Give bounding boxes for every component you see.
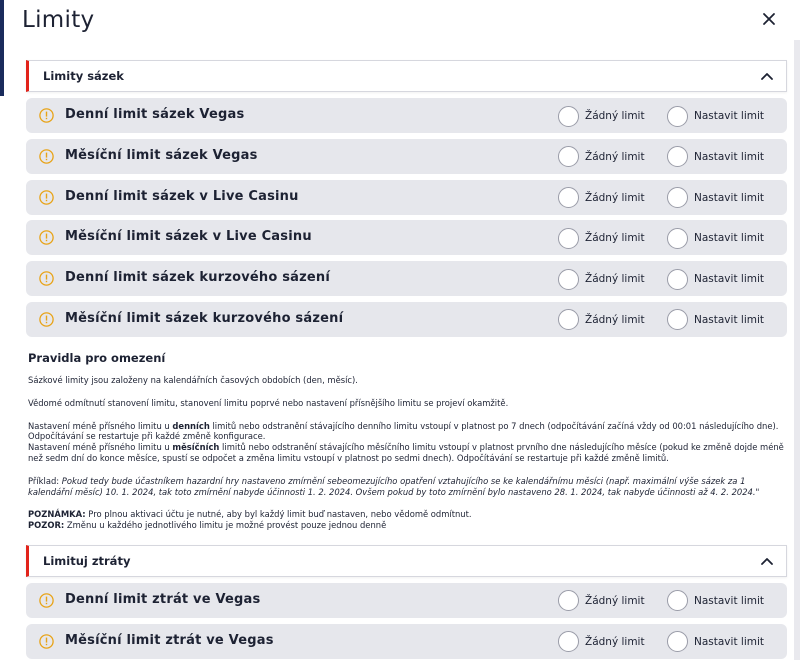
limit-row-label: Denní limit ztrát ve Vegas bbox=[65, 591, 261, 607]
no-limit-radio[interactable] bbox=[558, 309, 579, 330]
rules-paragraph-daily bbox=[26, 421, 787, 443]
set-limit-option[interactable] bbox=[667, 631, 764, 653]
rules-note bbox=[26, 509, 787, 520]
set-limit-option[interactable] bbox=[667, 227, 764, 249]
no-limit-radio[interactable] bbox=[558, 631, 579, 652]
no-limit-label: Žádný limit bbox=[585, 594, 645, 607]
set-limit-radio[interactable] bbox=[667, 309, 688, 330]
set-limit-label: Nastavit limit bbox=[694, 191, 764, 204]
no-limit-radio[interactable] bbox=[558, 228, 579, 249]
warning-circle-icon bbox=[39, 190, 54, 205]
no-limit-label: Žádný limit bbox=[585, 232, 645, 245]
section-header-stake-limits[interactable] bbox=[26, 60, 787, 92]
no-limit-option[interactable] bbox=[558, 631, 645, 653]
set-limit-option[interactable] bbox=[667, 590, 764, 612]
limit-row-monthly-vegas bbox=[26, 139, 787, 174]
dialog-header bbox=[22, 6, 780, 46]
limit-row-daily-vegas bbox=[26, 98, 787, 133]
no-limit-label: Žádný limit bbox=[585, 635, 645, 648]
no-limit-radio[interactable] bbox=[558, 590, 579, 611]
warning-label: POZOR: bbox=[28, 520, 65, 531]
set-limit-option[interactable] bbox=[667, 146, 764, 168]
dialog-title: Limity bbox=[22, 7, 95, 33]
limit-row-monthly-sports bbox=[26, 302, 787, 337]
set-limit-label: Nastavit limit bbox=[694, 110, 764, 122]
set-limit-label: Nastavit limit bbox=[694, 232, 764, 245]
warning-circle-icon bbox=[39, 593, 54, 608]
rules-emphasis: denních bbox=[172, 420, 210, 431]
limit-row-label: Měsíční limit sázek Vegas bbox=[65, 147, 258, 163]
set-limit-radio[interactable] bbox=[667, 187, 688, 208]
warning-text: Změnu u každého jednotlivého limitu je možné provést pouze jednou denně bbox=[64, 520, 387, 531]
warning-circle-icon bbox=[39, 312, 54, 327]
no-limit-radio[interactable] bbox=[558, 269, 579, 290]
set-limit-radio[interactable] bbox=[667, 631, 688, 652]
background-strip bbox=[0, 0, 4, 96]
no-limit-option[interactable] bbox=[558, 105, 645, 127]
no-limit-label: Žádný limit bbox=[585, 191, 645, 204]
loss-limit-rows bbox=[26, 583, 787, 659]
no-limit-option[interactable] bbox=[558, 227, 645, 249]
limit-row-label: Měsíční limit sázek kurzového sázení bbox=[65, 310, 344, 326]
warning-circle-icon bbox=[39, 271, 54, 286]
limit-row-label: Denní limit sázek v Live Casinu bbox=[65, 188, 299, 204]
limit-row-monthly-live-casino bbox=[26, 220, 787, 255]
set-limit-radio[interactable] bbox=[667, 590, 688, 611]
set-limit-radio[interactable] bbox=[667, 146, 688, 167]
section-header-loss-limits[interactable] bbox=[26, 545, 787, 577]
example-text: Pokud tedy bude účastníkem hazardní hry nastaveno zmírnění sebeomezujícího opatření vztahujícího se ke kalendářnímu měsíci (např. maximální výše sázek za 1 kalendářní měsíc) 10. 1. 2024, tak toto zmírnění nabyde účinnosti 1. 2. 2024. Ovšem pokud by toto zmírnění bylo nastaveno 28. 1. 2024, tak nabyde účinnosti až 4. 2. 2024." bbox=[28, 475, 760, 497]
no-limit-label: Žádný limit bbox=[585, 150, 645, 163]
set-limit-option[interactable] bbox=[667, 309, 764, 331]
close-icon bbox=[758, 8, 780, 30]
rules-paragraph: Vědomé odmítnutí stanovení limitu, stanovení limitu poprvé nebo nastavení přísnějšího limitu se projeví okamžitě. bbox=[28, 397, 509, 408]
section-title: Limituj ztráty bbox=[43, 553, 131, 568]
set-limit-option[interactable] bbox=[667, 105, 764, 127]
set-limit-option[interactable] bbox=[667, 268, 764, 290]
rules-text: Nastavení méně přísného limitu u bbox=[28, 442, 173, 453]
chevron-up-icon[interactable] bbox=[760, 69, 774, 83]
set-limit-option[interactable] bbox=[667, 187, 764, 209]
warning-circle-icon bbox=[39, 149, 54, 164]
no-limit-radio[interactable] bbox=[558, 146, 579, 167]
set-limit-radio[interactable] bbox=[667, 106, 688, 127]
limit-row-label: Denní limit sázek Vegas bbox=[65, 107, 245, 122]
no-limit-option[interactable] bbox=[558, 146, 645, 168]
dialog-content bbox=[26, 60, 787, 660]
limit-row-label: Denní limit sázek kurzového sázení bbox=[65, 270, 331, 286]
set-limit-label: Nastavit limit bbox=[694, 313, 764, 326]
example-label: Příklad: bbox=[28, 475, 62, 486]
loss-limits-section bbox=[26, 545, 787, 659]
rules-title: Pravidla pro omezení bbox=[28, 350, 166, 365]
no-limit-option[interactable] bbox=[558, 309, 645, 331]
set-limit-label: Nastavit limit bbox=[694, 635, 764, 648]
close-button[interactable] bbox=[758, 8, 780, 30]
limit-row-label: Měsíční limit ztrát ve Vegas bbox=[65, 632, 274, 648]
note-label: POZNÁMKA: bbox=[28, 509, 86, 520]
rules-text: Nastavení méně přísného limitu u bbox=[28, 420, 173, 431]
rules-block bbox=[26, 351, 787, 531]
set-limit-label: Nastavit limit bbox=[694, 150, 764, 163]
limit-row-label: Měsíční limit sázek v Live Casinu bbox=[65, 229, 312, 245]
limit-row-daily-sports bbox=[26, 261, 787, 296]
no-limit-option[interactable] bbox=[558, 268, 645, 290]
rules-example bbox=[26, 476, 787, 498]
rules-emphasis: měsíčních bbox=[172, 442, 220, 453]
warning-circle-icon bbox=[39, 634, 54, 649]
set-limit-radio[interactable] bbox=[667, 269, 688, 290]
rules-paragraph-monthly bbox=[26, 442, 787, 464]
limit-row-daily-loss-vegas bbox=[26, 583, 787, 618]
scrollbar-track[interactable] bbox=[794, 40, 800, 660]
warning-circle-icon bbox=[39, 108, 54, 123]
section-title: Limity sázek bbox=[43, 69, 124, 83]
limit-row-monthly-loss-vegas bbox=[26, 624, 787, 659]
note-text: Pro plnou aktivaci účtu je nutné, aby byl každý limit buď nastaven, nebo vědomě odmítnut. bbox=[85, 509, 472, 520]
no-limit-option[interactable] bbox=[558, 590, 645, 612]
no-limit-label: Žádný limit bbox=[585, 273, 645, 286]
no-limit-option[interactable] bbox=[558, 187, 645, 209]
limit-row-daily-live-casino bbox=[26, 180, 787, 215]
set-limit-radio[interactable] bbox=[667, 228, 688, 249]
rules-paragraph: Sázkové limity jsou založeny na kalendářních časových obdobích (den, měsíc). bbox=[28, 374, 358, 385]
no-limit-radio[interactable] bbox=[558, 106, 579, 127]
rules-text: limitů nebo odstranění stávajícího denního limitu vstoupí v platnost po 7 dnech (odpočítávání začíná vždy od 00:01 následujícího dne). Odpočítávání se restartuje při každé změně konfigurace. bbox=[28, 420, 779, 442]
no-limit-label: Žádný limit bbox=[585, 110, 645, 122]
rules-text: limitů nebo odstranění stávajícího měsíčního limitu vstoupí v platnost prvního dne následujícího měsíce (pokud ke změně dojde méně než sedm dní do konce měsíce, spustí se odpočet a změna limitu vstoupí v platnost po sedmi dnech). Odpočítávání se restartuje při každé změně limitů. bbox=[28, 442, 784, 463]
set-limit-label: Nastavit limit bbox=[694, 594, 764, 607]
chevron-up-icon[interactable] bbox=[760, 554, 774, 568]
warning-circle-icon bbox=[39, 230, 54, 245]
set-limit-label: Nastavit limit bbox=[694, 273, 764, 286]
rules-warning bbox=[26, 520, 787, 531]
no-limit-radio[interactable] bbox=[558, 187, 579, 208]
stake-limit-rows bbox=[26, 98, 787, 337]
no-limit-label: Žádný limit bbox=[585, 313, 645, 326]
